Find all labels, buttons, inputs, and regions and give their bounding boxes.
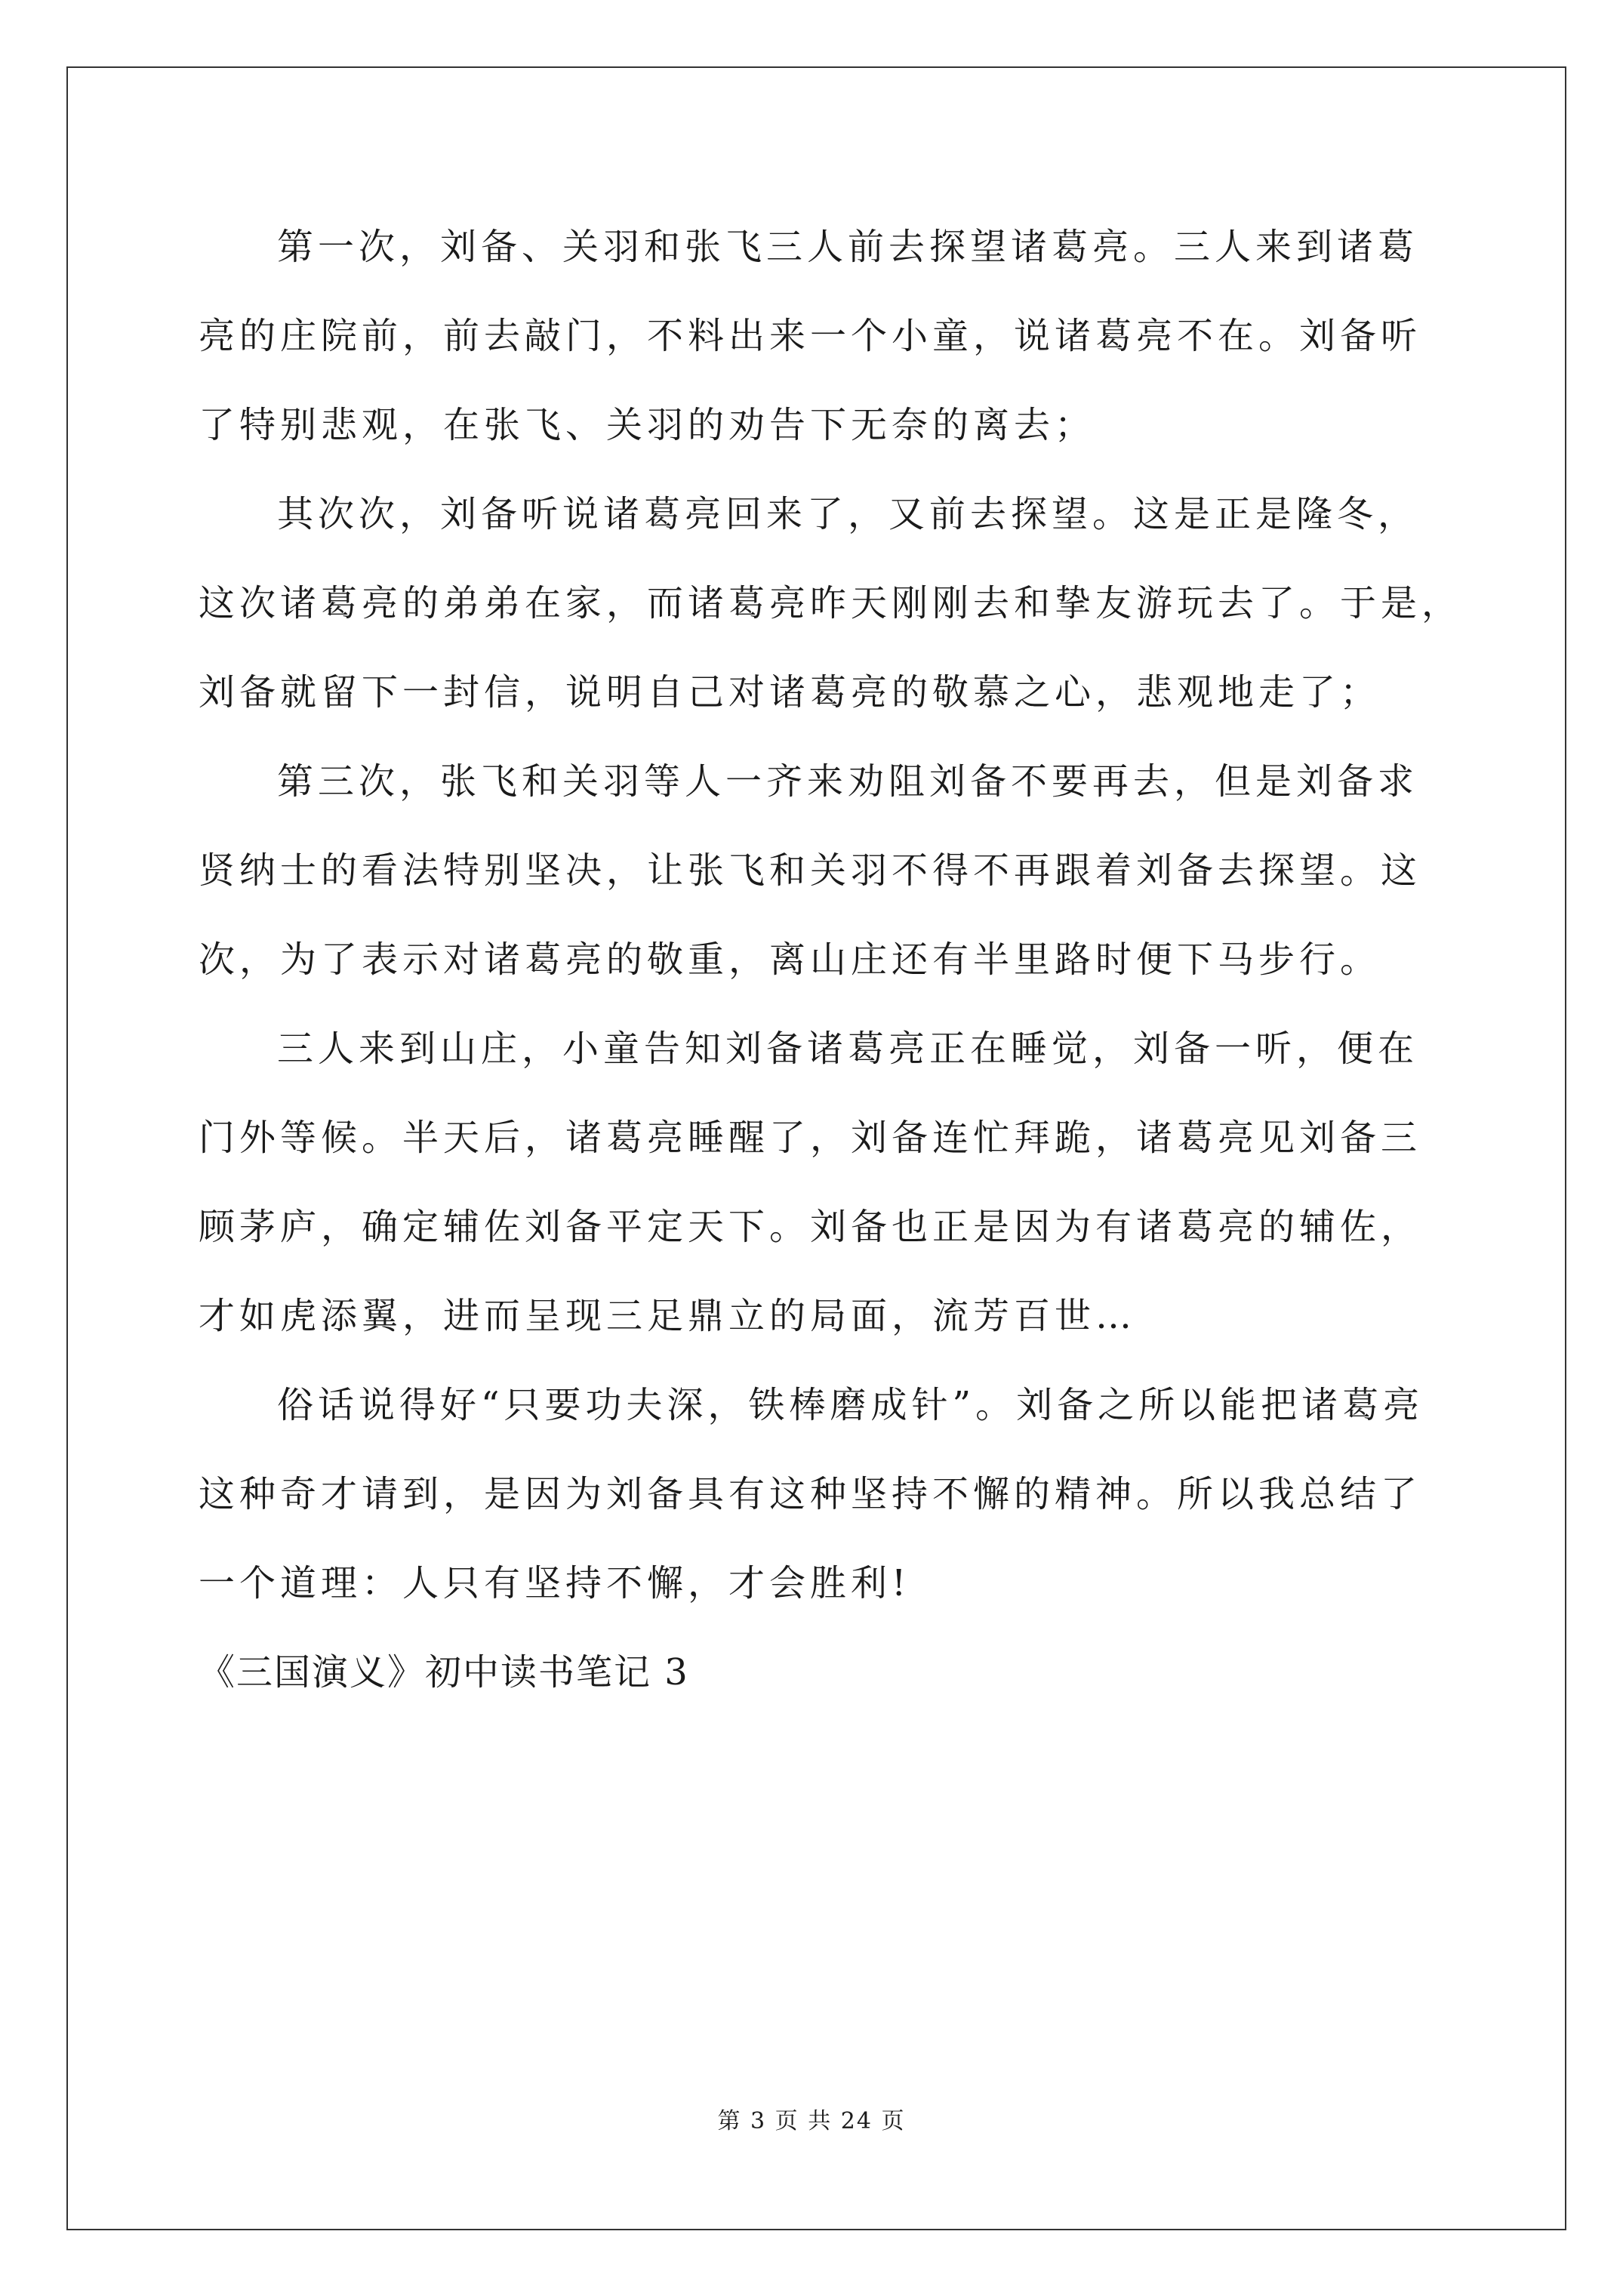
paragraph-1-line-3: 了特别悲观，在张飞、关羽的劝告下无奈的离去； [199, 404, 1096, 446]
paragraph-2-line-1: 其次次，刘备听说诸葛亮回来了，又前去探望。这是正是隆冬， [277, 493, 1419, 535]
document-body [199, 202, 1463, 1717]
paragraph-1-line-1: 第一次，刘备、关羽和张飞三人前去探望诸葛亮。三人来到诸葛 [277, 226, 1419, 268]
paragraph-5-line-2: 这种奇才请到，是因为刘备具有这种坚持不懈的精神。所以我总结了 [199, 1473, 1422, 1515]
paragraph-5-line-1: 俗话说得好“只要功夫深，铁棒磨成针”。刘备之所以能把诸葛亮 [277, 1384, 1424, 1426]
paragraph-4-line-2: 门外等候。半天后，诸葛亮睡醒了，刘备连忙拜跪，诸葛亮见刘备三 [199, 1117, 1422, 1159]
paragraph-4-line-4: 才如虎添翼，进而呈现三足鼎立的局面，流芳百世… [199, 1295, 1137, 1337]
paragraph-3-line-1: 第三次，张飞和关羽等人一齐来劝阻刘备不要再去，但是刘备求 [277, 760, 1419, 803]
paragraph-3-line-3: 次，为了表示对诸葛亮的敬重，离山庄还有半里路时便下马步行。 [199, 938, 1381, 981]
paragraph-4-line-1: 三人来到山庄，小童告知刘备诸葛亮正在睡觉，刘备一听，便在 [277, 1028, 1419, 1070]
section-heading: 《三国演义》初中读书笔记 3 [199, 1651, 689, 1693]
paragraph-2-line-3: 刘备就留下一封信，说明自己对诸葛亮的敬慕之心，悲观地走了； [199, 671, 1381, 713]
paragraph-4-line-3: 顾茅庐，确定辅佐刘备平定天下。刘备也正是因为有诸葛亮的辅佐， [199, 1206, 1422, 1248]
paragraph-2-line-2: 这次诸葛亮的弟弟在家，而诸葛亮昨天刚刚去和挚友游玩去了。于是， [199, 582, 1463, 624]
page-number-footer: 第 3 页 共 24 页 [717, 2108, 906, 2134]
paragraph-5-line-3: 一个道理：人只有坚持不懈，才会胜利! [199, 1562, 911, 1604]
paragraph-1-line-2: 亮的庄院前，前去敲门，不料出来一个小童，说诸葛亮不在。刘备听 [199, 315, 1422, 357]
paragraph-3-line-2: 贤纳士的看法特别坚决，让张飞和关羽不得不再跟着刘备去探望。这 [199, 849, 1422, 892]
